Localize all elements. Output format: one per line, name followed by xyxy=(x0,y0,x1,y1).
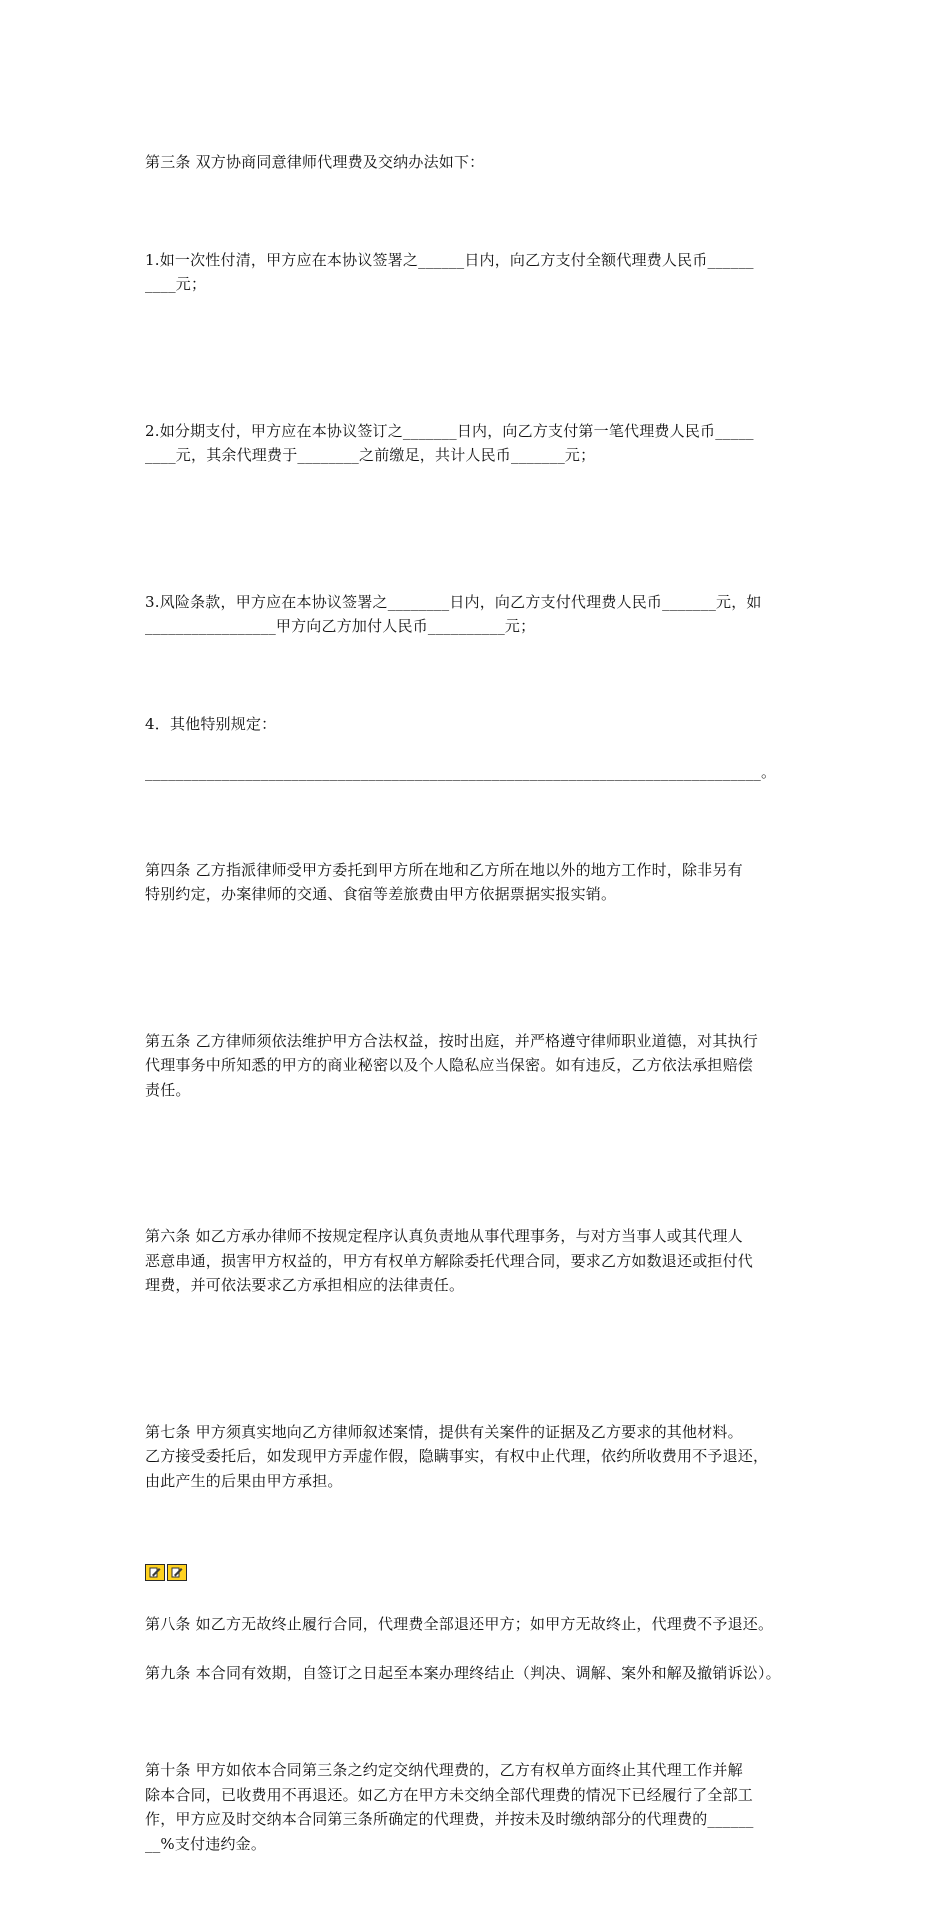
edit-pencil-icon[interactable] xyxy=(167,1564,187,1581)
text-line: 第四条 乙方指派律师受甲方委托到甲方所在地和乙方所在地以外的地方工作时，除非另有 xyxy=(145,860,743,879)
article-10 xyxy=(145,1709,815,1905)
text-line: _________________甲方向乙方加付人民币__________元； xyxy=(145,617,536,635)
article-3-item-4: 4．其他特别规定： xyxy=(145,714,277,733)
text-line: 第六条 如乙方承办律师不按规定程序认真负责地从事代理事务，与对方当事人或其代理人 xyxy=(145,1227,743,1245)
edit-icons-row xyxy=(145,1564,815,1582)
document-body xyxy=(145,150,815,1929)
text-line: 作，甲方应及时交纳本合同第三条所确定的代理费，并按未及时缴纳部分的代理费的______ xyxy=(145,1810,754,1828)
article-4 xyxy=(145,809,815,956)
text-line: 1.如一次性付清，甲方应在本协议签署之______日内，向乙方支付全额代理费人民币______ xyxy=(145,250,754,269)
article-6 xyxy=(145,1175,815,1347)
article-3-item-4-blank: ________________________________________________________________________________。 xyxy=(145,763,777,781)
text-line: 理费，并可依法要求乙方承担相应的法律责任。 xyxy=(145,1276,465,1294)
text-line: 除本合同，已收费用不再退还。如乙方在甲方未交纳全部代理费的情况下已经履行了全部工 xyxy=(145,1785,754,1804)
text-line: ____元，其余代理费于________之前缴足，共计人民币_______元； xyxy=(145,446,596,464)
article-8: 第八条 如乙方无故终止履行合同，代理费全部退还甲方；如甲方无故终止，代理费不予退还。 xyxy=(145,1615,774,1633)
text-line: 2.如分期支付，甲方应在本协议签订之_______日内，向乙方支付第一笔代理费人民币_____ xyxy=(145,421,754,440)
text-line: ____元； xyxy=(145,275,207,293)
text-line: 特别约定，办案律师的交通、食宿等差旅费由甲方依据票据实报实销。 xyxy=(145,885,617,903)
article-3-item-3 xyxy=(145,541,815,688)
article-7 xyxy=(145,1371,815,1543)
text-line: 代理事务中所知悉的甲方的商业秘密以及个人隐私应当保密。如有违反，乙方依法承担赔偿 xyxy=(145,1056,754,1074)
text-line: 由此产生的后果由甲方承担。 xyxy=(145,1471,343,1490)
text-line: 第七条 甲方须真实地向乙方律师叙述案情，提供有关案件的证据及乙方要求的其他材料。 xyxy=(145,1422,743,1441)
article-5 xyxy=(145,980,815,1152)
text-line: 第五条 乙方律师须依法维护甲方合法权益，按时出庭，并严格遵守律师职业道德，对其执行 xyxy=(145,1031,758,1050)
text-line: 恶意串通，损害甲方权益的，甲方有权单方解除委托代理合同，要求乙方如数退还或拒付代 xyxy=(145,1251,754,1270)
text-line: 第十条 甲方如依本合同第三条之约定交纳代理费的，乙方有权单方面终止其代理工作并解 xyxy=(145,1761,743,1779)
article-3-item-1 xyxy=(145,199,815,346)
article-9: 第九条 本合同有效期，自签订之日起至本案办理终结止（判决、调解、案外和解及撤销诉讼）。 xyxy=(145,1663,781,1682)
article-3-heading: 第三条 双方协商同意律师代理费及交纳办法如下： xyxy=(145,153,485,171)
text-line: __%支付违约金。 xyxy=(145,1834,267,1853)
text-line: 3.风险条款，甲方应在本协议签署之________日内，向乙方支付代理费人民币_______元，如 xyxy=(145,592,762,611)
text-line: 乙方接受委托后，如发现甲方弄虚作假，隐瞒事实，有权中止代理，依约所收费用不予退还， xyxy=(145,1447,769,1465)
edit-pencil-icon[interactable] xyxy=(145,1564,165,1581)
article-3-item-2 xyxy=(145,370,815,517)
text-line: 责任。 xyxy=(145,1080,191,1099)
